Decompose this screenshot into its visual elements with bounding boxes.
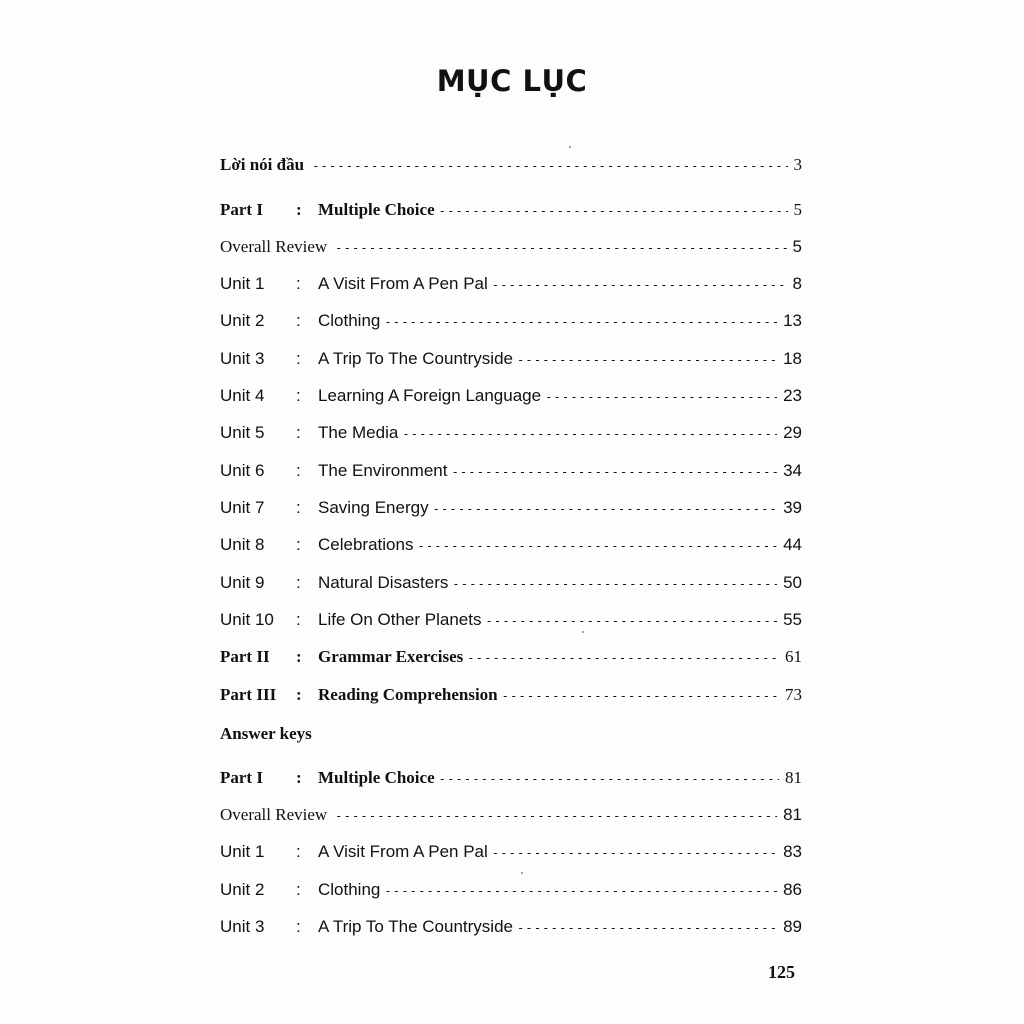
toc-entry-page-number: 5 (792, 237, 802, 256)
toc-entry (220, 647, 802, 671)
print-speck (569, 146, 571, 148)
toc-entry-separator: : (296, 535, 301, 554)
toc-entry-label: Overall Review (220, 237, 328, 256)
toc-entry-separator: : (296, 573, 301, 592)
table-of-contents (220, 0, 802, 960)
dot-leader (384, 315, 777, 329)
dot-leader (492, 278, 787, 292)
toc-entry (220, 768, 802, 792)
toc-entry (220, 917, 802, 941)
toc-entry-label: Unit 10 (220, 610, 274, 629)
print-speck (521, 872, 523, 874)
toc-entry (220, 237, 802, 261)
toc-entry-label: Unit 9 (220, 573, 265, 592)
toc-entry-title: Learning A Foreign Language (318, 386, 542, 405)
toc-entry-separator: : (296, 274, 301, 293)
toc-entry-separator: : (296, 311, 301, 330)
dot-leader (452, 577, 777, 591)
dot-leader (439, 204, 788, 218)
toc-entry (220, 155, 802, 179)
toc-entry-label: Unit 6 (220, 461, 265, 480)
toc-entry-title: Clothing (318, 311, 381, 330)
dot-leader (335, 241, 786, 255)
dot-leader (417, 539, 777, 553)
toc-entry-page-number: 81 (785, 768, 802, 787)
toc-entry-separator: : (296, 685, 302, 704)
toc-entry-separator: : (296, 880, 301, 899)
toc-entry-title: Clothing (318, 880, 381, 899)
toc-entry (220, 498, 802, 522)
toc-entry-label: Unit 8 (220, 535, 265, 554)
dot-leader (402, 427, 777, 441)
dot-leader (502, 689, 779, 703)
toc-entry-page-number: 3 (793, 155, 802, 174)
toc-entry (220, 685, 802, 709)
dot-leader (545, 390, 777, 404)
toc-entry-separator: : (296, 917, 301, 936)
toc-entry-page-number: 18 (783, 349, 802, 368)
print-speck (582, 631, 584, 633)
dot-leader (451, 465, 777, 479)
toc-entry-page-number: 89 (783, 917, 802, 936)
toc-entry-page-number: 39 (783, 498, 802, 517)
toc-entry-label: Unit 2 (220, 311, 265, 330)
toc-entry-title: The Environment (318, 461, 448, 480)
dot-leader (433, 502, 778, 516)
toc-entry-label: Unit 1 (220, 274, 265, 293)
toc-entry-label: Unit 3 (220, 917, 265, 936)
toc-entry-title: A Trip To The Countryside (318, 917, 513, 936)
toc-entry (220, 880, 802, 904)
dot-leader (485, 614, 777, 628)
toc-entry (220, 311, 802, 335)
toc-entry-title: Life On Other Planets (318, 610, 482, 629)
toc-entry-separator: : (296, 647, 302, 666)
toc-entry-title: Celebrations (318, 535, 414, 554)
toc-entry-label: Unit 4 (220, 386, 265, 405)
dot-leader (492, 846, 777, 860)
dot-leader (467, 651, 779, 665)
toc-entry-page-number: 83 (783, 842, 802, 861)
toc-entry-title: Reading Comprehension (318, 685, 498, 704)
toc-entry-title: Natural Disasters (318, 573, 449, 592)
dot-leader (335, 809, 777, 823)
dot-leader (517, 353, 777, 367)
toc-entry-label: Part III (220, 685, 277, 704)
toc-entry-page-number: 61 (785, 647, 802, 666)
toc-entry-page-number: 81 (783, 805, 802, 824)
toc-entry-separator: : (296, 423, 301, 442)
dot-leader (517, 921, 777, 935)
toc-entry (220, 423, 802, 447)
toc-entry-page-number: 55 (783, 610, 802, 629)
toc-entry-separator: : (296, 498, 301, 517)
toc-entry-page-number: 73 (785, 685, 802, 704)
toc-entry-label: Part II (220, 647, 270, 666)
toc-entry-page-number: 8 (792, 274, 802, 293)
toc-entry-separator: : (296, 842, 301, 861)
page-number: 125 (768, 962, 795, 982)
toc-entry (220, 386, 802, 410)
toc-entry-title: A Visit From A Pen Pal (318, 274, 488, 293)
toc-entry-label: Part I (220, 200, 263, 219)
toc-entry-title: A Visit From A Pen Pal (318, 842, 488, 861)
toc-entry-separator: : (296, 610, 301, 629)
toc-entry-title: The Media (318, 423, 399, 442)
toc-entry (220, 842, 802, 866)
toc-entry-title: A Trip To The Countryside (318, 349, 513, 368)
toc-entry (220, 805, 802, 829)
toc-entry (220, 573, 802, 597)
toc-entry (220, 535, 802, 559)
toc-entry-label: Lời nói đầu (220, 155, 305, 174)
toc-entry-title: Saving Energy (318, 498, 429, 517)
toc-entry-title: Multiple Choice (318, 768, 435, 787)
toc-entry-title: Multiple Choice (318, 200, 435, 219)
toc-entry-label: Unit 1 (220, 842, 265, 861)
toc-entry (220, 461, 802, 485)
toc-entry-label: Part I (220, 768, 263, 787)
toc-entry (220, 349, 802, 373)
toc-entry-page-number: 44 (783, 535, 802, 554)
toc-entry-title: Grammar Exercises (318, 647, 464, 666)
toc-entry-page-number: 50 (783, 573, 802, 592)
toc-entry-page-number: 5 (793, 200, 802, 219)
toc-entry-label: Unit 7 (220, 498, 265, 517)
toc-entry-separator: : (296, 461, 301, 480)
dot-leader (312, 159, 787, 173)
toc-entry-label: Unit 5 (220, 423, 265, 442)
toc-entry-separator: : (296, 386, 301, 405)
toc-entry-separator: : (296, 200, 302, 219)
dot-leader (439, 772, 779, 786)
toc-entry-page-number: 29 (783, 423, 802, 442)
toc-entry-page-number: 23 (783, 386, 802, 405)
toc-entry (220, 274, 802, 298)
toc-entry-label: Unit 3 (220, 349, 265, 368)
toc-entry-separator: : (296, 349, 301, 368)
toc-entry (220, 610, 802, 634)
answer-keys-heading: Answer keys (220, 724, 312, 743)
toc-entry-page-number: 13 (783, 311, 802, 330)
toc-entry-label: Unit 2 (220, 880, 265, 899)
dot-leader (384, 884, 777, 898)
toc-entry-page-number: 86 (783, 880, 802, 899)
page-title: MỤC LỤC (436, 64, 588, 98)
toc-entry (220, 200, 802, 224)
toc-entry-label: Overall Review (220, 805, 328, 824)
toc-entry-page-number: 34 (783, 461, 802, 480)
toc-entry-separator: : (296, 768, 302, 787)
